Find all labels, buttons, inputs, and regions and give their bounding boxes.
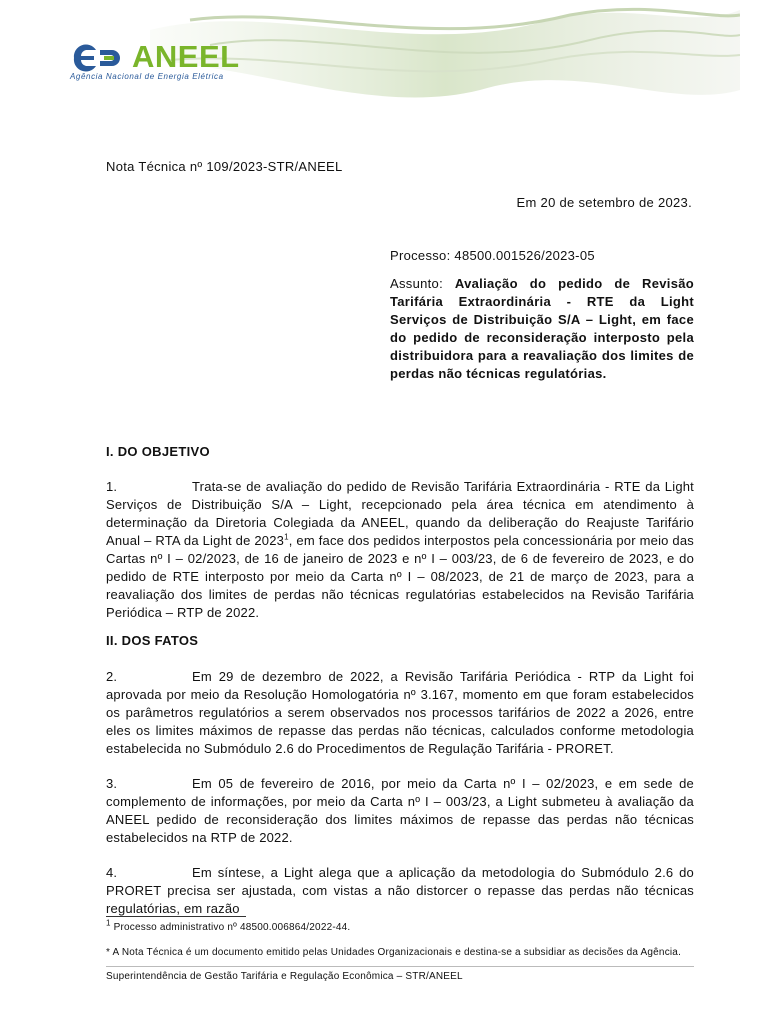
page-footer: Superintendência de Gestão Tarifária e Regulação Econômica – STR/ANEEL [106, 971, 463, 982]
logo-wordmark: ANEEL [132, 39, 240, 74]
paragraph-number: 1. [106, 479, 118, 494]
footnote-divider [106, 916, 246, 917]
aneel-logo [70, 40, 270, 90]
paragraph-text: Trata-se de avaliação do pedido de Revisão Tarifária Extraordinária - RTE da Light Serviços de Distribuição S/A – Light, recepcionado pela área técnica em atendimento à determinação da Diretoria Colegiada da ANEEL, quando da deliberação do Reajuste Tarifário Anual – RTA da Light de 2023 [106, 479, 694, 548]
paragraph-4 [106, 864, 694, 918]
footer-divider [106, 966, 694, 967]
document-note: * A Nota Técnica é um documento emitido pelas Unidades Organizacionais e destina-se a subsidiar as decisões da Agência. [106, 947, 682, 958]
paragraph-text: Em 05 de fevereiro de 2016, por meio da Carta nº I – 02/2023, e em sede de complemento de informações, por meio da Carta nº I – 003/23, a Light submeteu à avaliação da ANEEL pedido de reconsideração dos limites máximos de repasse das perdas não técnicas estabelecidos na RTP de 2022. [106, 776, 694, 845]
assunto-text: Avaliação do pedido de Revisão Tarifária Extraordinária - RTE da Light Serviços de Distribuição S/A – Light, em face do pedido de reconsideração interposto pela distribuidora para a reavaliação dos limites de perdas não técnicas regulatórias. [390, 276, 695, 381]
paragraph-text: Em síntese, a Light alega que a aplicação da metodologia do Submódulo 2.6 do PRORET precisa ser ajustada, com vistas a não distorcer o repasse das perdas não técnicas regulatórias, em razão [106, 865, 694, 916]
document-date: Em 20 de setembro de 2023. [516, 195, 692, 210]
footnote-marker: 1 [106, 918, 111, 928]
nota-tecnica-id: Nota Técnica nº 109/2023-STR/ANEEL [106, 159, 343, 174]
footnote-text: Processo administrativo nº 48500.006864/2022-44. [110, 922, 351, 933]
paragraph-3 [106, 775, 694, 847]
paragraph-number: 2. [106, 669, 118, 684]
aneel-emblem-icon [70, 42, 126, 74]
logo-subtitle: Agência Nacional de Energia Elétrica [70, 72, 224, 81]
section-title-objetivo: I. DO OBJETIVO [106, 444, 210, 459]
processo-number: Processo: 48500.001526/2023-05 [390, 248, 595, 263]
paragraph-text: Em 29 de dezembro de 2022, a Revisão Tarifária Periódica - RTP da Light foi aprovada por meio da Resolução Homologatória nº 3.167, momento em que foram estabelecidos os parâmetros regulatórios a serem observados nos processos tarifários de 2022 a 2026, entre eles os limites máximos de repasse das perdas não técnicas, calculados conforme metodologia estabelecida no Submódulo 2.6 do Procedimentos de Regulação Tarifária - PRORET. [106, 669, 694, 756]
footnote [106, 918, 351, 933]
assunto-label: Assunto: [390, 276, 443, 291]
paragraph-2 [106, 668, 694, 758]
paragraph-text: , em face dos pedidos interpostos pela concessionária por meio das Cartas nº I – 02/2023, de 16 de janeiro de 2023 e nº I – 003/23, de 6 de fevereiro de 2023, e do pedido de RTE interposto por meio da Carta nº I – 08/2023, de 21 de março de 2023, para a reavaliação dos limites de perdas não técnicas regulatórias estabelecidos na Revisão Tarifária Periódica – RTP de 2022. [106, 533, 694, 620]
paragraph-1 [106, 478, 694, 622]
assunto-block [390, 275, 694, 383]
paragraph-number: 3. [106, 776, 118, 791]
footnote-ref[interactable]: 1 [284, 532, 289, 542]
paragraph-number: 4. [106, 865, 118, 880]
section-title-fatos: II. DOS FATOS [106, 633, 199, 648]
